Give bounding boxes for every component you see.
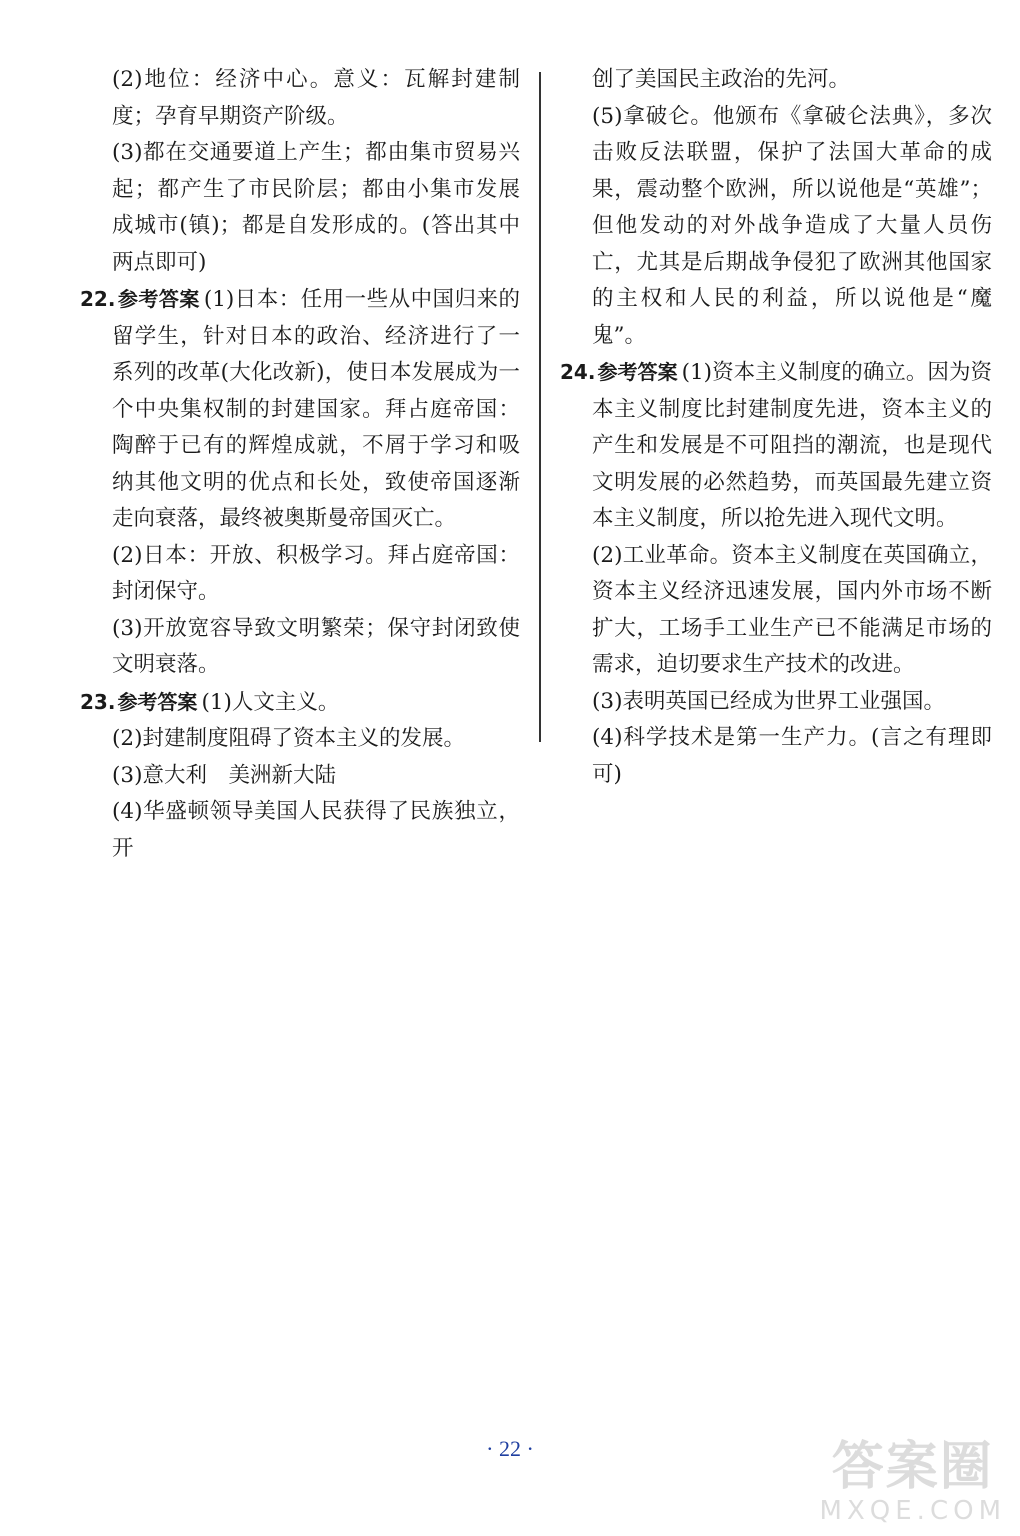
answer-23-part-1-text: (1)人文主义。 (201, 689, 340, 715)
answer-22-part-1 (80, 281, 520, 538)
answer-22-part-3: (3)开放宽容导致文明繁荣；保守封闭致使文明衰落。 (112, 615, 520, 677)
watermark-logo (820, 1438, 1006, 1526)
answer-24-part-1-text: (1)资本主义制度的确立。因为资本主义制度比封建制度先进，资本主义的产生和发展是不可阻挡的潮流，也是现代文明发展的必然趋势，而英国最先建立资本主义制度，所以抢先进入现代文明。 (592, 360, 992, 531)
watermark-url: MXQE.COM (819, 1496, 1006, 1526)
answer-23-part-5: (5)拿破仑。他颁布《拿破仑法典》，多次击败反法联盟，保护了法国大革命的成果，震动整个欧洲，所以说他是“英雄”；但他发动的对外战争造成了大量人员伤亡，尤其是后期战争侵犯了欧洲其他国家的主权和人民的利益，所以说他是“魔鬼”。 (592, 103, 992, 348)
answer-key-label-24: 参考答案 (597, 360, 678, 384)
answer-23-part-1 (80, 684, 520, 722)
answer-24-part-1 (560, 354, 992, 538)
question-number-24: 24. (560, 360, 596, 384)
question-number-22: 22. (80, 287, 116, 311)
answer-23-part-2: (2)封建制度阻碍了资本主义的发展。 (112, 726, 465, 751)
answer-24-part-2: (2)工业革命。资本主义制度在英国确立，资本主义经济迅速发展，国内外市场不断扩大，工场手工业生产已不能满足市场的需求，迫切要求生产技术的改进。 (592, 542, 992, 677)
answer-22-part-1-text: (1)日本：任用一些从中国归来的留学生，针对日本的政治、经济进行了一系列的改革(大化改新)，使日本发展成为一个中央集权制的封建国家。拜占庭帝国：陶醉于已有的辉煌成就，不屑于学习和吸纳其他文明的优点和长处，致使帝国逐渐走向衰落，最终被奥斯曼帝国灭亡。 (112, 287, 520, 531)
answer-22-part-2: (2)日本：开放、积极学习。拜占庭帝国：封闭保守。 (112, 542, 520, 604)
page-number: · 22 · (486, 1436, 534, 1461)
answer-23-part-3: (3)意大利 美洲新大陆 (112, 762, 336, 788)
answer-23-part-4: (4)华盛顿领导美国人民获得了民族独立，开 (112, 799, 520, 861)
question-number-23: 23. (80, 689, 116, 714)
left-column (80, 62, 520, 867)
answer-24-part-4: (4)科学技术是第一生产力。(言之有理即可) (592, 725, 992, 787)
answer-key-label-23: 参考答案 (117, 689, 198, 714)
answer-21-part-3: (3)都在交通要道上产生；都由集市贸易兴起；都产生了市民阶层；都由小集市发展成城市(镇)；都是自发形成的。(答出其中两点即可) (112, 140, 520, 275)
answer-24-part-3: (3)表明英国已经成为世界工业强国。 (592, 688, 945, 714)
answer-21-part-2: (2)地位：经济中心。意义：瓦解封建制度；孕育早期资产阶级。 (112, 67, 520, 129)
column-divider (539, 72, 541, 742)
answer-key-label-22: 参考答案 (117, 287, 200, 311)
watermark-title: 答案圈 (831, 1437, 994, 1497)
right-column (560, 62, 992, 793)
answer-23-part-4-continued: 创了美国民主政治的先河。 (592, 67, 851, 92)
